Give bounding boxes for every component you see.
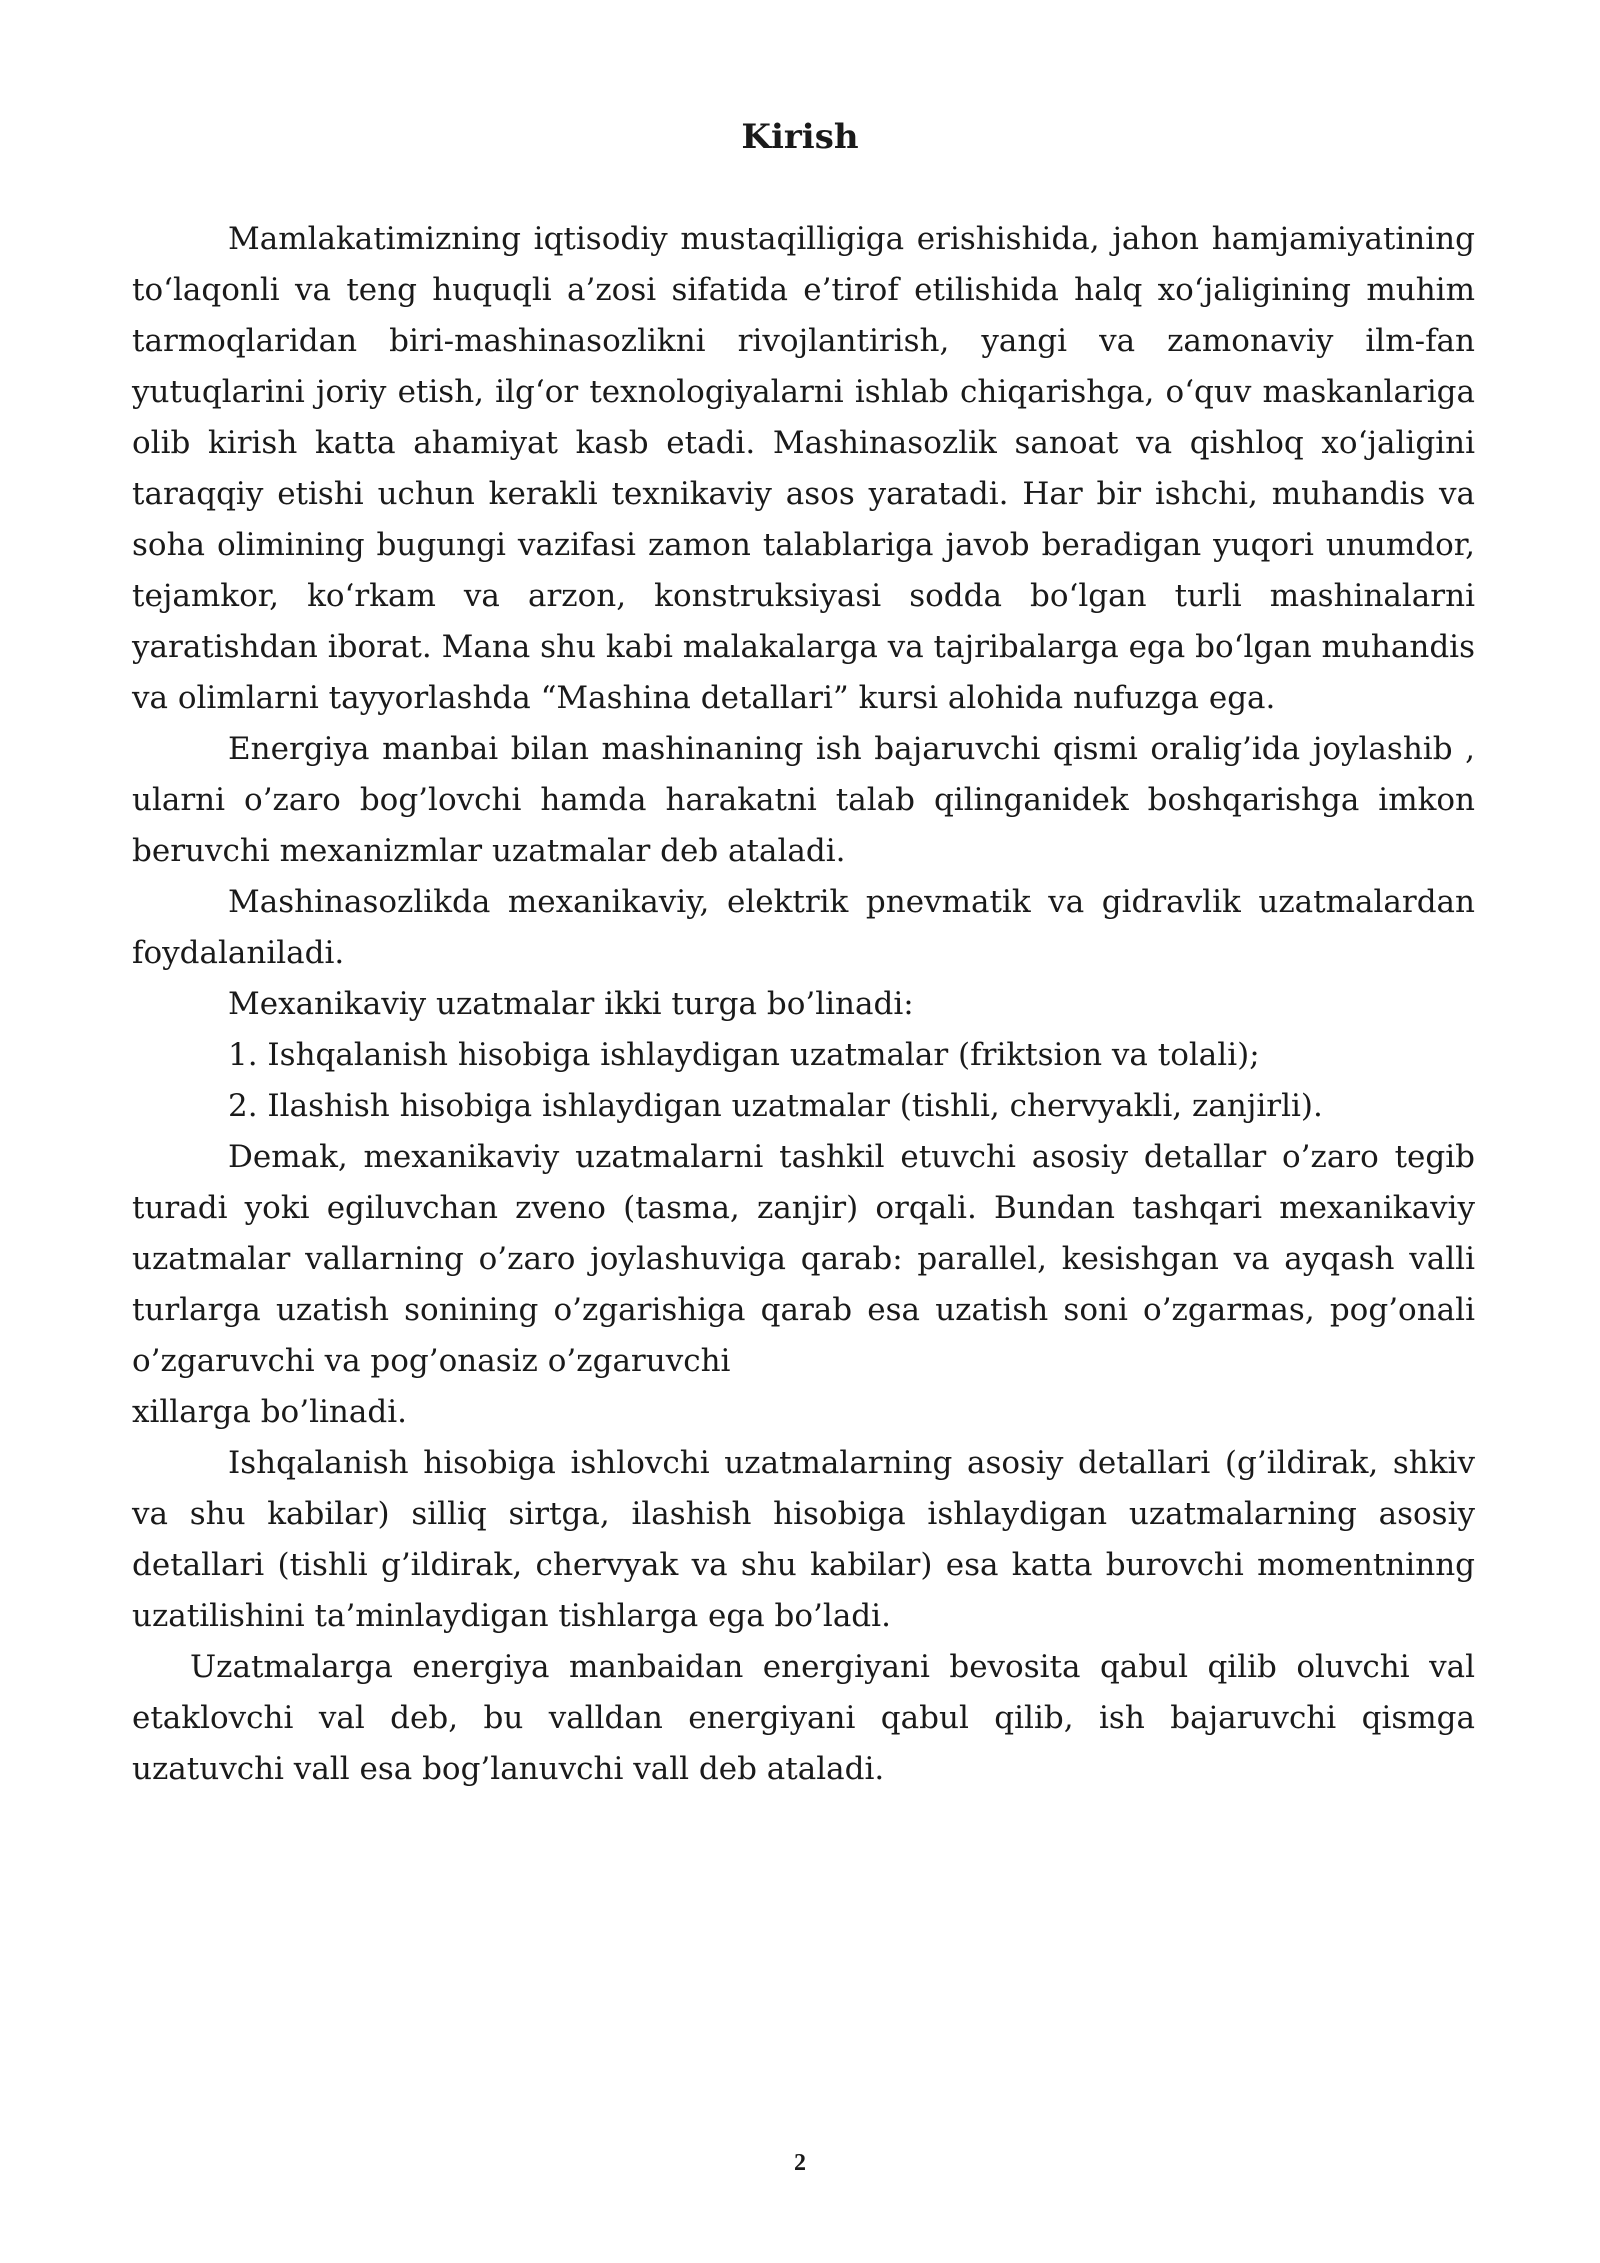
paragraph-uzatmalar-definition: Energiya manbai bilan mashinaning ish bajaruvchi qismi oralig’ida joylashib , ularni o’zaro bog’lovchi hamda harakatni talab qilinganidek boshqarishga imkon beruvchi mexanizmlar uzatmalar deb ataladi.: [132, 731, 1475, 869]
paragraph-continuation: xillarga bo’linadi.: [132, 1394, 407, 1430]
list-item: 1. Ishqalanish hisobiga ishlaydigan uzatmalar (friktsion va tolali);: [228, 1037, 1260, 1073]
paragraph-vallar: Uzatmalarga energiya manbaidan energiyani bevosita qabul qilib oluvchi val etaklovchi val deb, bu valldan energiyani qabul qilib, ish bajaruvchi qismga uzatuvchi vall esa bog’lanuvchi vall deb ataladi.: [132, 1649, 1475, 1787]
paragraph-intro: Mamlakatimizning iqtisodiy mustaqilligiga erishishida, jahon hamjamiyatining to‘laqonli va teng huquqli a’zosi sifatida e’tirof etilishida halq xo‘jaligining muhim tarmoqlaridan biri-mashinasozlikni rivojlantirish, yangi va zamonaviy ilm-fan yutuqlarini joriy etish, ilg‘or texnologiyalarni ishlab chiqarishga, o‘quv maskanlariga olib kirish katta ahamiyat kasb etadi. Mashinasozlik sanoat va qishloq xo‘jaligini taraqqiy etishi uchun kerakli texnikaviy asos yaratadi. Har bir ishchi, muhandis va soha olimining bugungi vazifasi zamon talablariga javob beradigan yuqori unumdor, tejamkor, ko‘rkam va arzon, konstruksiyasi sodda bo‘lgan turli mashinalarni yaratishdan iborat. Mana shu kabi malakalarga va tajribalarga ega bo‘lgan muhandis va olimlarni tayyorlashda “Mashina detallari” kursi alohida nufuzga ega.: [132, 221, 1475, 716]
paragraph-uzatma-types: Mashinasozlikda mexanikaviy, elektrik pnevmatik va gidravlik uzatmalardan foydalaniladi.: [132, 884, 1475, 971]
page-title: Kirish: [741, 117, 859, 157]
paragraph-ishqalanish: Ishqalanish hisobiga ishlovchi uzatmalarning asosiy detallari (g’ildirak, shkiv va shu kabilar) silliq sirtga, ilashish hisobiga ishlaydigan uzatmalarning asosiy detallari (tishli g’ildirak, chervyak va shu kabilar) esa katta burovchi momentninng uzatilishini ta’minlaydigan tishlarga ega bo’ladi.: [132, 1445, 1475, 1634]
body-text: [132, 214, 1475, 1795]
page-number: 2: [794, 2150, 806, 2176]
paragraph-mechanical-types: Mexanikaviy uzatmalar ikki turga bo’linadi:: [228, 986, 914, 1022]
paragraph-demak: Demak, mexanikaviy uzatmalarni tashkil etuvchi asosiy detallar o’zaro tegib turadi yoki egiluvchan zveno (tasma, zanjir) orqali. Bundan tashqari mexanikaviy uzatmalar vallarning o’zaro joylashuviga qarab: parallel, kesishgan va ayqash valli turlarga uzatish sonining o’zgarishiga qarab esa uzatish soni o’zgarmas, pog’onali o’zgaruvchi va pog’onasiz o’zgaruvchi: [132, 1139, 1475, 1379]
list-item: 2. Ilashish hisobiga ishlaydigan uzatmalar (tishli, chervyakli, zanjirli).: [228, 1088, 1323, 1124]
